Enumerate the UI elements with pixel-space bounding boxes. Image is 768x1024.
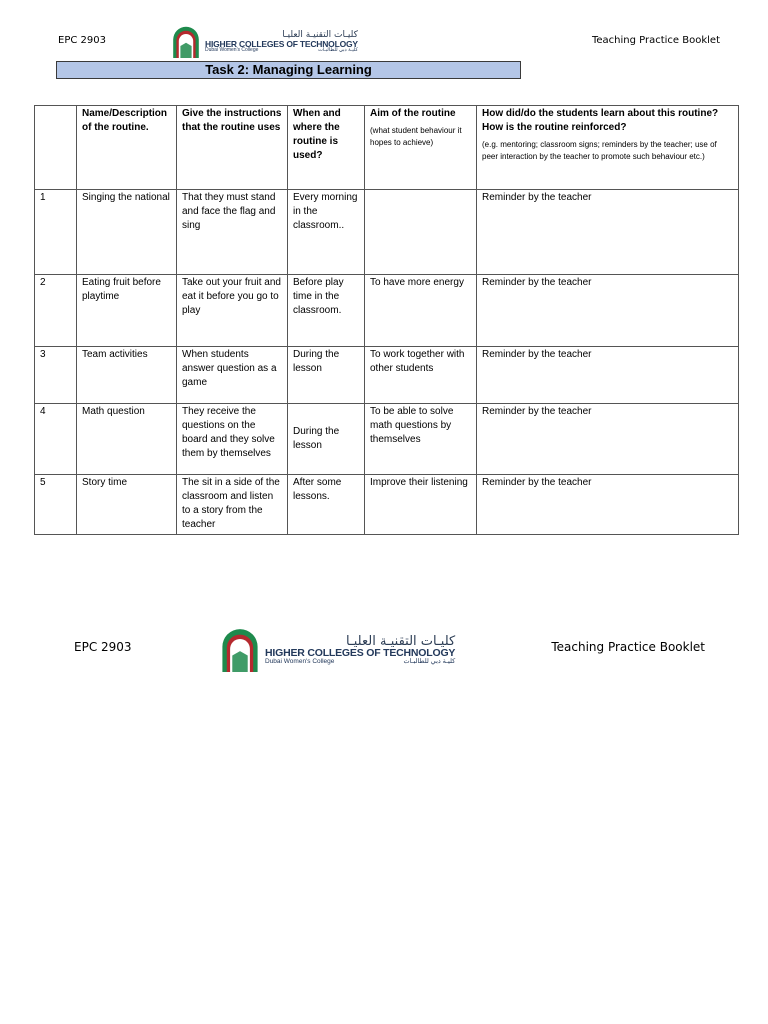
table-header-row — [35, 106, 739, 190]
routine-aim: To work together with other students — [365, 347, 477, 404]
booklet-title: Teaching Practice Booklet — [551, 640, 705, 654]
routine-reinforced: Reminder by the teacher — [477, 275, 739, 347]
routine-reinforced: Reminder by the teacher — [477, 404, 739, 475]
page-header-next — [0, 624, 768, 674]
routine-when: During the lesson — [288, 347, 365, 404]
table-row — [35, 347, 739, 404]
table-row — [35, 190, 739, 275]
booklet-title: Teaching Practice Booklet — [591, 35, 720, 46]
routine-aim: To be able to solve math questions by themselves — [365, 404, 477, 475]
routine-when: During the lesson — [288, 404, 365, 475]
routine-name: Story time — [77, 475, 177, 535]
table-row — [35, 275, 739, 347]
routine-instructions: They receive the questions on the board and they solve them by themselves — [177, 404, 288, 475]
col-header-when: When and where the routine is used? — [288, 106, 365, 190]
routine-instructions: When students answer question as a game — [177, 347, 288, 404]
routine-aim — [365, 190, 477, 275]
logo-campus-en: Dubai Women's College — [265, 657, 335, 665]
routine-reinforced: Reminder by the teacher — [477, 347, 739, 404]
col-header-reinforced: How did/do the students learn about this routine? How is the routine reinforced? (e.g. mentoring; classroom signs; reminders by the teacher; use of peer interaction by the teacher to promote such behaviour etc.) — [477, 106, 739, 190]
row-number: 2 — [35, 275, 77, 347]
row-number: 5 — [35, 475, 77, 535]
logo-english-name: HIGHER COLLEGES OF TECHNOLOGY — [205, 38, 358, 49]
routine-aim: Improve their listening — [365, 475, 477, 535]
course-code: EPC 2903 — [74, 640, 132, 654]
logo-english-name: HIGHER COLLEGES OF TECHNOLOGY — [265, 647, 456, 659]
routine-reinforced: Reminder by the teacher — [477, 475, 739, 535]
college-logo — [170, 26, 358, 58]
logo-campus-en: Dubai Women's College — [205, 47, 259, 54]
routine-instructions: That they must stand and face the flag and sing — [177, 190, 288, 275]
routine-when: After some lessons. — [288, 475, 365, 535]
college-emblem-icon — [170, 26, 202, 58]
routine-name: Team activities — [77, 347, 177, 404]
col-header-name: Name/Description of the routine. — [77, 106, 177, 190]
row-number: 1 — [35, 190, 77, 275]
logo-campus-ar: كليـة دبي للطالبـات — [318, 47, 358, 54]
routine-instructions: Take out your fruit and eat it before you go to play — [177, 275, 288, 347]
col-header-aim: Aim of the routine (what student behaviour it hopes to achieve) — [365, 106, 477, 190]
course-code: EPC 2903 — [58, 35, 106, 46]
routine-name: Eating fruit before playtime — [77, 275, 177, 347]
task-title: Task 2: Managing Learning — [56, 61, 521, 79]
row-number: 3 — [35, 347, 77, 404]
routines-table — [34, 105, 739, 535]
col-header-reinforced-note: (e.g. mentoring; classroom signs; reminders by the teacher; use of peer interaction by the teacher to promote such behaviour etc.) — [482, 140, 717, 161]
routine-when: Every morning in the classroom.. — [288, 190, 365, 275]
row-number: 4 — [35, 404, 77, 475]
routine-reinforced: Reminder by the teacher — [477, 190, 739, 275]
routine-aim: To have more energy — [365, 275, 477, 347]
routine-name: Math question — [77, 404, 177, 475]
page-header-top — [0, 26, 768, 60]
college-emblem-icon — [218, 628, 262, 672]
routine-instructions: The sit in a side of the classroom and listen to a story from the teacher — [177, 475, 288, 535]
college-logo — [218, 628, 455, 672]
col-header-instructions: Give the instructions that the routine uses — [177, 106, 288, 190]
logo-arabic-name: كليـات التقنيـة العليـا — [282, 29, 358, 40]
col-header-aim-note: (what student behaviour it hopes to achieve) — [370, 126, 462, 147]
table-row — [35, 404, 739, 475]
routine-name: Singing the national — [77, 190, 177, 275]
logo-campus-ar: كليـة دبي للطالبـات — [403, 657, 456, 665]
routine-when: Before play time in the classroom. — [288, 275, 365, 347]
table-row — [35, 475, 739, 535]
logo-arabic-name: كليـات التقنيـة العليـا — [345, 634, 456, 649]
col-header-number — [35, 106, 77, 190]
